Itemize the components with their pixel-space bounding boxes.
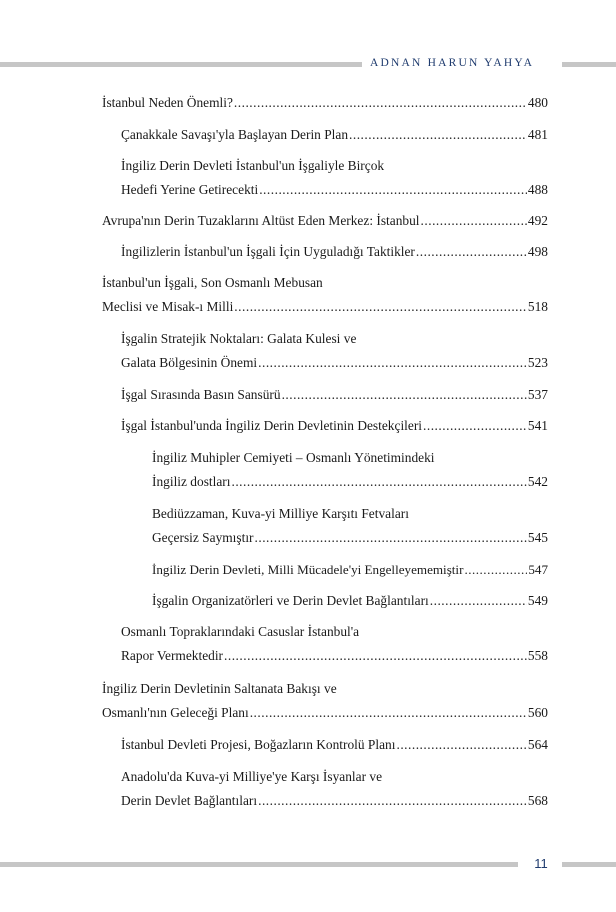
toc-entry <box>121 126 548 144</box>
toc-entry-title: Anadolu'da Kuva-yi Milliye'ye Karşı İsyanlar ve <box>121 769 383 784</box>
toc-leader-dots <box>349 126 527 144</box>
toc-entry-title: İşgal İstanbul'unda İngiliz Derin Devletinin Destekçileri <box>121 418 423 433</box>
toc-entry <box>121 243 548 261</box>
toc-entry-page: 518 <box>527 299 548 314</box>
toc-entry-title: Çanakkale Savaşı'yla Başlayan Derin Plan <box>121 127 349 142</box>
toc-entry-line <box>102 274 548 292</box>
toc-entry-title: Bediüzzaman, Kuva-yi Milliye Karşıtı Fetvaları <box>152 506 409 521</box>
toc-entry-title: Osmanlı Topraklarındaki Casuslar İstanbul'a <box>121 624 360 639</box>
toc-entry <box>102 212 548 230</box>
toc-entry <box>152 561 548 579</box>
toc-leader-dots <box>421 212 527 230</box>
page-number: 11 <box>534 856 548 871</box>
toc-entry-title: İşgalin Organizatörleri ve Derin Devlet Bağlantıları <box>152 593 429 608</box>
toc-entry-title: Galata Bölgesinin Önemi <box>121 355 258 370</box>
toc-entry-line <box>102 680 548 698</box>
toc-entry <box>102 704 548 722</box>
footer-rule-left <box>0 862 518 867</box>
toc-entry-line <box>121 768 548 786</box>
toc-entry-page: 564 <box>527 737 548 752</box>
toc-entry-title: İngiliz Derin Devleti İstanbul'un İşgaliyle Birçok <box>121 158 385 173</box>
toc-entry-page: 488 <box>527 182 548 197</box>
running-title: ADNAN HARUN YAHYA <box>370 57 535 69</box>
toc-entry <box>152 592 548 610</box>
toc-entry-page: 537 <box>527 387 548 402</box>
toc-entry-page: 547 <box>528 562 548 577</box>
toc-leader-dots <box>234 94 527 112</box>
toc-entry-line <box>152 449 548 467</box>
toc-entry-title: İşgalin Stratejik Noktaları: Galata Kulesi ve <box>121 331 357 346</box>
toc-entry-title: Rapor Vermektedir <box>121 648 224 663</box>
toc-entry-title: Osmanlı'nın Geleceği Planı <box>102 705 249 720</box>
toc-entry-title: İstanbul'un İşgali, Son Osmanlı Mebusan <box>102 275 323 290</box>
toc-entry-title: İngiliz Muhipler Cemiyeti – Osmanlı Yönetimindeki <box>152 450 435 465</box>
toc-entry <box>121 417 548 435</box>
toc-entry-page: 498 <box>527 244 548 259</box>
toc-leader-dots <box>282 386 527 404</box>
toc-entry-title: Derin Devlet Bağlantıları <box>121 793 258 808</box>
toc-entry <box>152 529 548 547</box>
toc-leader-dots <box>416 243 527 261</box>
toc-entry-title: İngilizlerin İstanbul'un İşgali İçin Uyguladığı Taktikler <box>121 244 415 259</box>
toc-entry <box>102 94 548 112</box>
toc-entry-title: İstanbul Neden Önemli? <box>102 95 233 110</box>
toc-entry-title: İstanbul Devleti Projesi, Boğazların Kontrolü Planı <box>121 737 396 752</box>
toc-entry-page: 568 <box>527 793 548 808</box>
toc-entry-page: 541 <box>527 418 548 433</box>
toc-leader-dots <box>464 561 527 579</box>
toc-entry-page: 558 <box>527 648 548 663</box>
toc-entry-page: 542 <box>527 474 548 489</box>
toc-leader-dots <box>224 647 527 665</box>
toc-entry-title: İngiliz Derin Devleti, Milli Mücadele'yi Engelleyememiştir <box>152 562 464 577</box>
toc-entry-title: Geçersiz Saymıştır <box>152 530 254 545</box>
toc-entry-page: 549 <box>527 593 548 608</box>
toc-entry-page: 492 <box>527 213 548 228</box>
toc-leader-dots <box>423 417 527 435</box>
toc-entry <box>121 792 548 810</box>
toc-entry-title: İngiliz Derin Devletinin Saltanata Bakışı ve <box>102 681 337 696</box>
toc-entry <box>121 647 548 665</box>
toc-entry-title: Hedefi Yerine Getirecekti <box>121 182 259 197</box>
toc-entry-page: 480 <box>527 95 548 110</box>
toc-leader-dots <box>259 181 527 199</box>
footer-rule-right <box>562 862 616 867</box>
toc-leader-dots <box>250 704 527 722</box>
toc-entry <box>152 473 548 491</box>
toc-entry-line <box>152 505 548 523</box>
toc-entry-page: 481 <box>527 127 548 142</box>
toc-leader-dots <box>255 529 527 547</box>
toc-entry-line <box>121 157 548 175</box>
toc-entry-title: Meclisi ve Misak-ı Milli <box>102 299 234 314</box>
toc-entry-line <box>121 623 548 641</box>
toc-leader-dots <box>258 354 527 372</box>
toc-entry-title: Avrupa'nın Derin Tuzaklarını Altüst Eden Merkez: İstanbul <box>102 213 420 228</box>
toc-leader-dots <box>430 592 527 610</box>
toc-entry <box>102 298 548 316</box>
toc-leader-dots <box>258 792 527 810</box>
toc-entry-line <box>121 330 548 348</box>
toc-entry-page: 560 <box>527 705 548 720</box>
toc-entry-page: 545 <box>527 530 548 545</box>
toc-entry <box>121 354 548 372</box>
toc-entry <box>121 736 548 754</box>
toc-leader-dots <box>231 473 526 491</box>
toc-entry-page: 523 <box>527 355 548 370</box>
toc-entry-title: İngiliz dostları <box>152 474 231 489</box>
toc-leader-dots <box>396 736 526 754</box>
toc-leader-dots <box>234 298 527 316</box>
toc-entry <box>121 386 548 404</box>
toc-entry <box>121 181 548 199</box>
toc-entry-title: İşgal Sırasında Basın Sansürü <box>121 387 281 402</box>
